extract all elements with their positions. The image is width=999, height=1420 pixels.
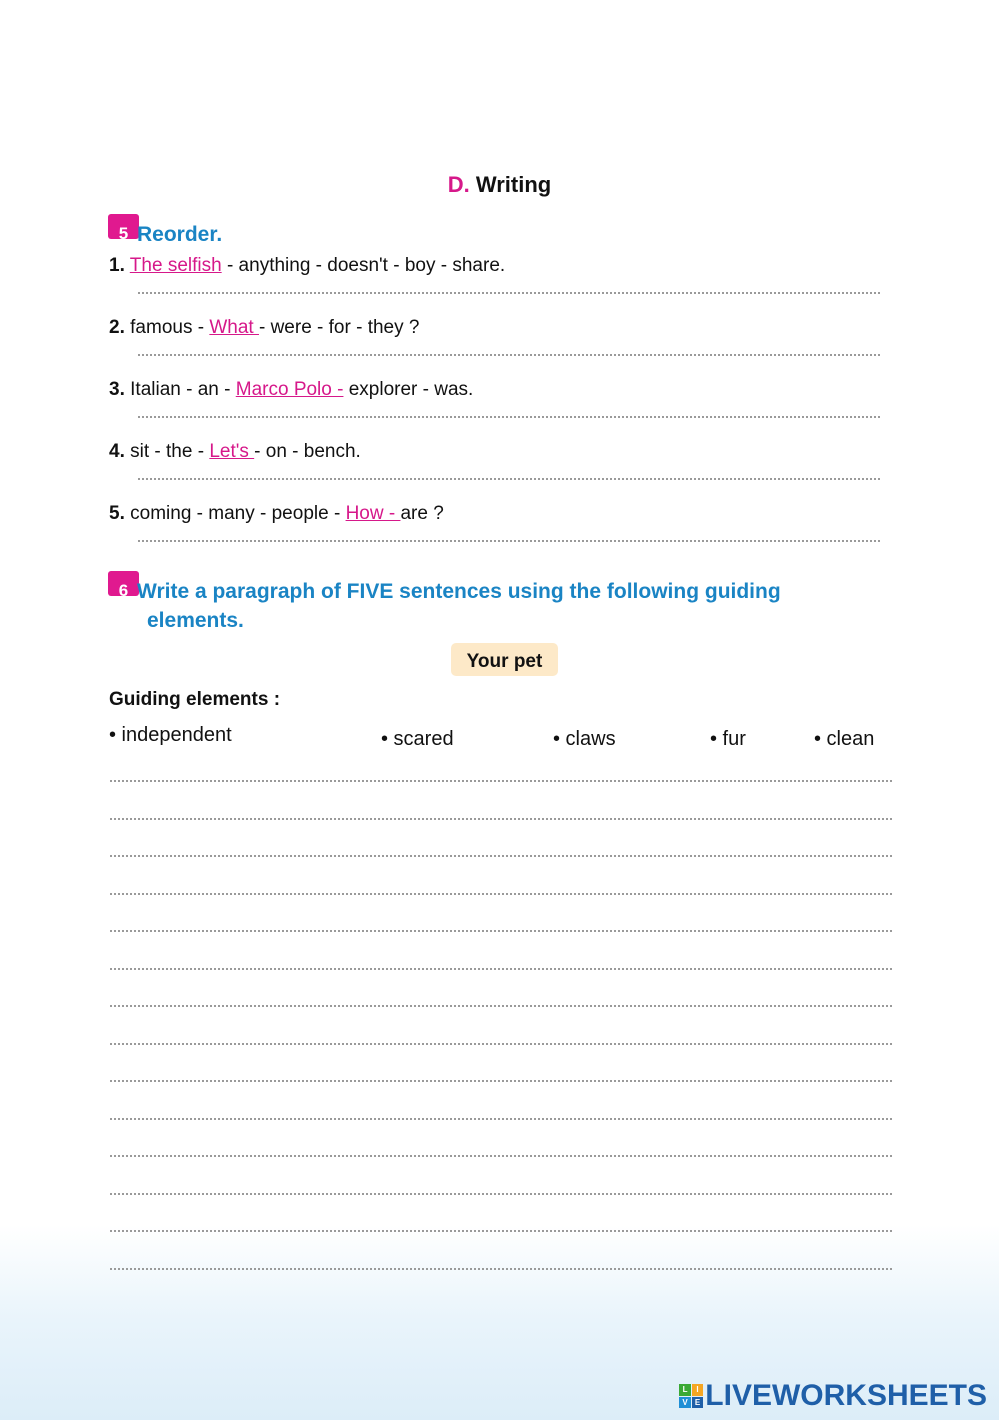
guiding-element-scared: • scared [381,728,454,750]
writing-line[interactable] [110,1043,892,1045]
section-title [0,172,999,198]
reorder-answer-3[interactable]: Marco Polo - [235,379,344,400]
answer-line-2[interactable] [138,354,880,356]
task-6-title-line-2: elements. [147,609,244,632]
writing-line[interactable] [110,780,892,782]
reorder-item-1: 1. The selfish - anything - doesn't - boy - share. [109,255,506,276]
reorder-answer-5[interactable]: How - [345,503,401,524]
writing-line[interactable] [110,1193,892,1195]
reorder-item-3: 3. Italian - an - Marco Polo - explorer - was. [109,379,474,400]
writing-line[interactable] [110,1005,892,1007]
writing-line[interactable] [110,1080,892,1082]
task-5-title: Reorder. [137,223,223,246]
writing-line[interactable] [110,855,892,857]
section-letter: D. [447,172,470,197]
guiding-element-claws: • claws [553,728,616,750]
writing-line[interactable] [110,893,892,895]
answer-line-1[interactable] [138,292,880,294]
topic-label: Your pet [451,643,558,676]
answer-line-5[interactable] [138,540,880,542]
guiding-element-fur: • fur [710,728,746,750]
reorder-item-5: 5. coming - many - people - How - are ? [109,503,444,524]
writing-line[interactable] [110,1268,892,1270]
answer-line-4[interactable] [138,478,880,480]
guiding-elements-label: Guiding elements : [109,689,281,710]
liveworksheets-logo-icon: L I V E [679,1384,703,1408]
section-name: Writing [475,172,552,197]
reorder-item-2: 2. famous - What - were - for - they ? [109,317,420,338]
writing-line[interactable] [110,930,892,932]
liveworksheets-logo-text: LIVEWORKSHEETS [705,1379,987,1412]
writing-line[interactable] [110,968,892,970]
writing-line[interactable] [110,1155,892,1157]
answer-line-3[interactable] [138,416,880,418]
guiding-element-independent: • independent [109,724,232,746]
reorder-answer-4[interactable]: Let's [209,441,255,462]
writing-line[interactable] [110,1230,892,1232]
liveworksheets-logo [679,1378,987,1414]
guiding-element-clean: • clean [814,728,875,750]
task-5-number-badge: 5 [108,214,139,239]
writing-line[interactable] [110,1118,892,1120]
task-6-title-line-1: Write a paragraph of FIVE sentences using the following guiding [137,580,781,603]
writing-line[interactable] [110,818,892,820]
reorder-answer-2[interactable]: What [209,317,259,338]
reorder-answer-1[interactable]: The selfish [129,255,222,276]
reorder-item-4: 4. sit - the - Let's - on - bench. [109,441,361,462]
task-6-number-badge: 6 [108,571,139,596]
